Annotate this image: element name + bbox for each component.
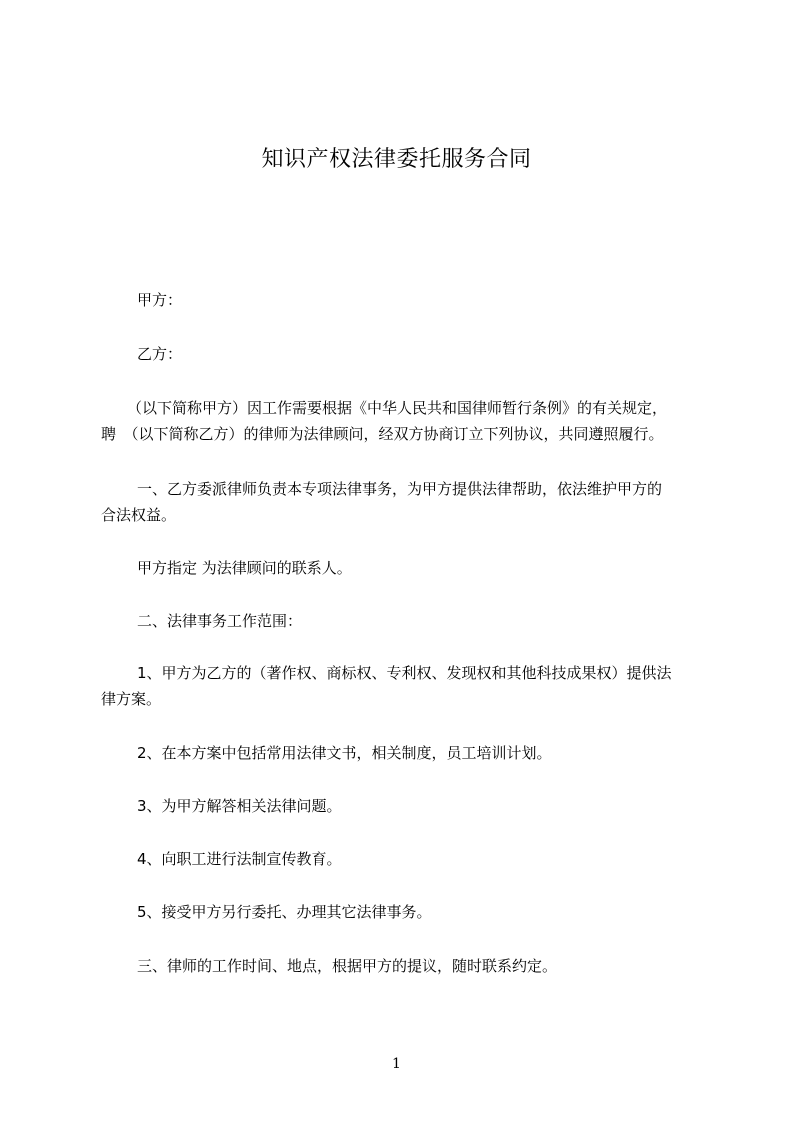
clause-1-line-2: 合法权益。 [101,506,177,524]
clause-1-line-1: 一、乙方委派律师负责本专项法律事务，为甲方提供法律帮助，依法维护甲方的 [137,480,663,498]
intro-line-1: （以下简称甲方）因工作需要根据《中华人民共和国律师暂行条例》的有关规定， [127,399,668,417]
clause-2-item-2: 2、在本方案中包括常用法律文书，相关制度，员工培训计划。 [137,744,552,762]
document-title: 知识产权法律委托服务合同 [261,147,532,172]
clause-2-item-3: 3、为甲方解答相关法律问题。 [137,797,342,815]
page-number: 1 [392,1056,401,1072]
clause-2-item-1-line-2: 律方案。 [101,690,162,708]
clause-2-item-1-line-1: 1、甲方为乙方的（著作权、商标权、专利权、发现权和其他科技成果权）提供法 [137,664,672,682]
contact-person-line: 甲方指定 为法律顾问的联系人。 [137,559,352,577]
clause-2-item-4: 4、向职工进行法制宣传教育。 [137,850,342,868]
intro-line-2: 聘 （以下简称乙方）的律师为法律顾问，经双方协商订立下列协议，共同遵照履行。 [101,425,664,443]
clause-2-heading: 二、法律事务工作范围： [137,612,303,630]
clause-3: 三、律师的工作时间、地点，根据甲方的提议，随时联系约定。 [137,957,558,975]
clause-2-item-5: 5、接受甲方另行委托、办理其它法律事务。 [137,903,432,921]
party-a-label: 甲方： [137,291,183,309]
party-b-label: 乙方： [137,345,183,363]
